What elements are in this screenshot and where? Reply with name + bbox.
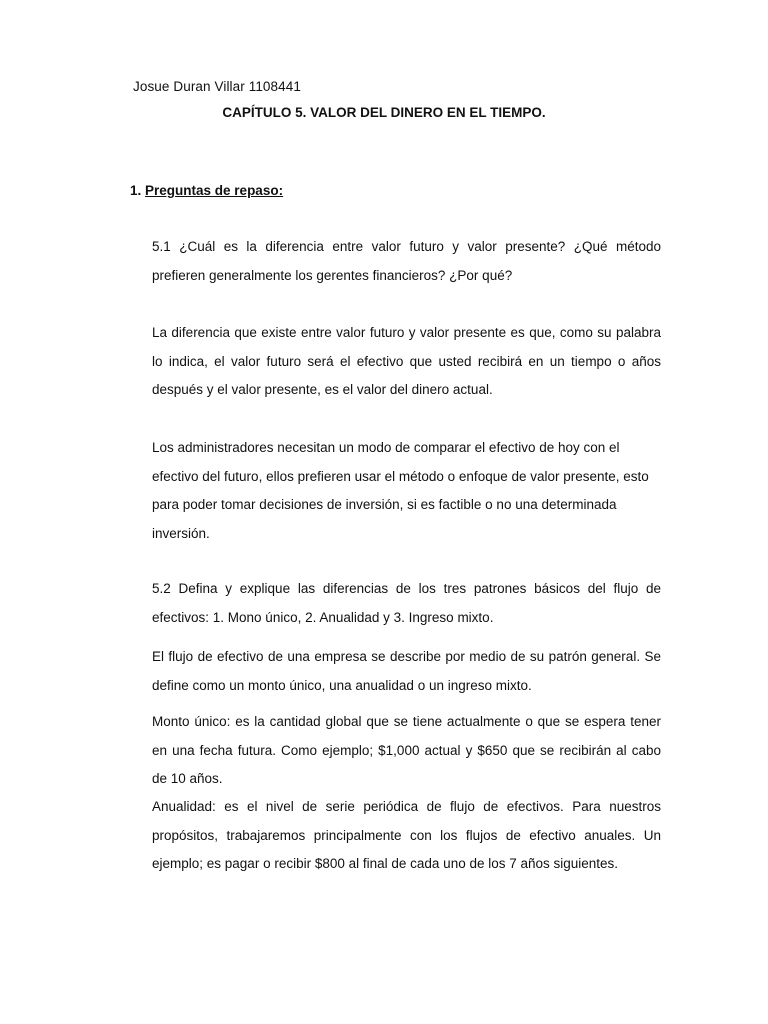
question-5-1: 5.1 ¿Cuál es la diferencia entre valor futuro y valor presente? ¿Qué método prefieren generalmente los gerentes financieros? ¿Por qué? <box>152 239 661 283</box>
answer-5-2-intro: El flujo de efectivo de una empresa se describe por medio de su patrón general. Se define como un monto único, una anualidad o un ingreso mixto. <box>152 649 661 693</box>
answer-5-2-anualidad: Anualidad: es el nivel de serie periódica de flujo de efectivos. Para nuestros propósitos, trabajaremos principalmente con los flujos de efectivo anuales. Un ejemplo; es pagar o recibir $800 al final de cada uno de los 7 años siguientes. <box>152 799 661 871</box>
answer-5-1-difference: La diferencia que existe entre valor futuro y valor presente es que, como su palabra lo indica, el valor futuro será el efectivo que usted recibirá en un tiempo o años después y el valor presente, es el valor del dinero actual. <box>152 325 661 397</box>
author-line: Josue Duran Villar 1108441 <box>133 79 301 94</box>
answer-5-1-preference: Los administradores necesitan un modo de comparar el efectivo de hoy con el efectivo del futuro, ellos prefieren usar el método o enfoque de valor presente, esto para poder tomar decisiones de inversión, si es factible o no una determinada inversión. <box>152 440 649 541</box>
section-heading <box>130 183 283 198</box>
section-heading-text: Preguntas de repaso: <box>145 183 284 198</box>
question-5-2: 5.2 Defina y explique las diferencias de los tres patrones básicos del flujo de efectivos: 1. Mono único, 2. Anualidad y 3. Ingreso mixto. <box>152 581 661 625</box>
document-title-text: CAPÍTULO 5. VALOR DEL DINERO EN EL TIEMPO. <box>222 105 546 120</box>
answer-5-2-monto-unico: Monto único: es la cantidad global que se tiene actualmente o que se espera tener en una fecha futura. Como ejemplo; $1,000 actual y $650 que se recibirán al cabo de 10 años. <box>152 714 661 786</box>
section-number: 1. <box>130 183 142 198</box>
document-title <box>0 105 768 120</box>
